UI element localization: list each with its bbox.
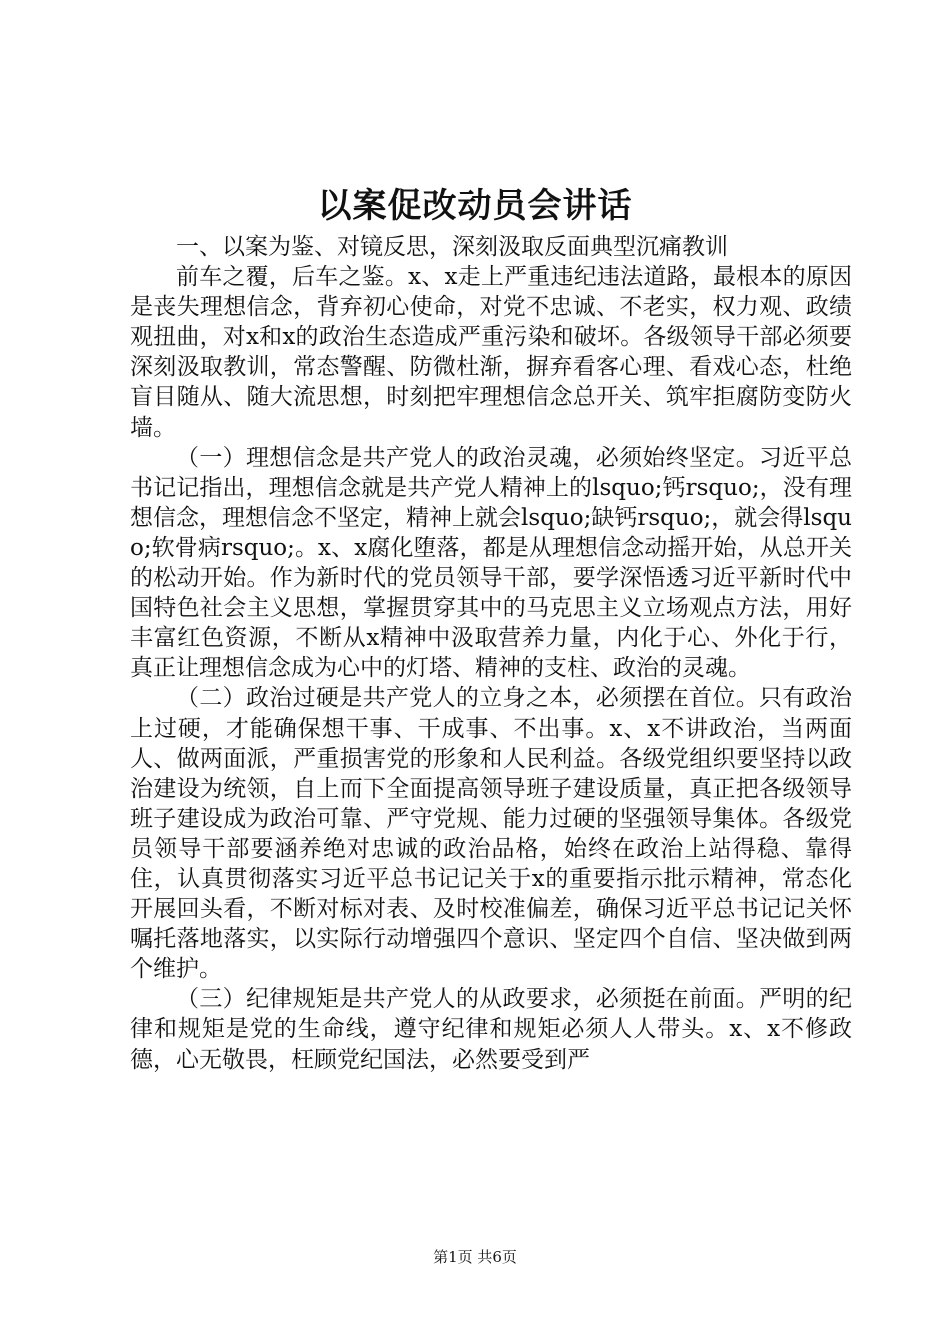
body-paragraph: （二）政治过硬是共产党人的立身之本，必须摆在首位。只有政治上过硬，才能确保想干事、干成事、不出事。x、x不讲政治，当两面人、做两面派，严重损害党的形象和人民利益。各级党组织要坚持以政治建设为统领，自上而下全面提高领导班子建设质量，真正把各级领导班子建设成为政治可靠、严守党规、能力过硬的坚强领导集体。各级党员领导干部要涵养绝对忠诚的政治品格，始终在政治上站得稳、靠得住，认真贯彻落实习近平总书记记关于x的重要指示批示精神，常态化开展回头看，不断对标对表、及时校准偏差，确保习近平总书记记关怀嘱托落地落实，以实际行动增强四个意识、坚定四个自信、坚决做到两个维护。	[130, 685, 852, 983]
body-paragraph: 前车之覆，后车之鉴。x、x走上严重违纪违法道路，最根本的原因是丧失理想信念，背弃初心使命，对党不忠诚、不老实，权力观、政绩观扭曲，对x和x的政治生态造成严重污染和破坏。各级领导干部必须要深刻汲取教训，常态警醒、防微杜渐，摒弃看客心理、看戏心态，杜绝盲目随从、随大流思想，时刻把牢理想信念总开关、筑牢拒腐防变防火墙。	[130, 264, 852, 441]
body-paragraph: （三）纪律规矩是共产党人的从政要求，必须挺在前面。严明的纪律和规矩是党的生命线，遵守纪律和规矩必须人人带头。x、x不修政德，心无敬畏，枉顾党纪国法，必然要受到严	[130, 986, 852, 1073]
page-number: 第1页 共6页	[433, 1248, 517, 1266]
document-title: 以案促改动员会讲话	[317, 186, 633, 226]
body-paragraph: （一）理想信念是共产党人的政治灵魂，必须始终坚定。习近平总书记记指出，理想信念就是共产党人精神上的lsquo;钙rsquo;，没有理想信念，理想信念不坚定，精神上就会lsquo;缺钙rsquo;，就会得lsquo;软骨病rsquo;。x、x腐化堕落，都是从理想信念动摇开始，从总开关的松动开始。作为新时代的党员领导干部，要学深悟透习近平新时代中国特色社会主义思想，掌握贯穿其中的马克思主义立场观点方法，用好丰富红色资源，不断从x精神中汲取营养力量，内化于心、外化于行，真正让理想信念成为心中的灯塔、精神的支柱、政治的灵魂。	[130, 444, 852, 682]
document-body	[130, 232, 852, 1075]
section-heading: 一、以案为鉴、对镜反思，深刻汲取反面典型沉痛教训	[176, 234, 728, 260]
